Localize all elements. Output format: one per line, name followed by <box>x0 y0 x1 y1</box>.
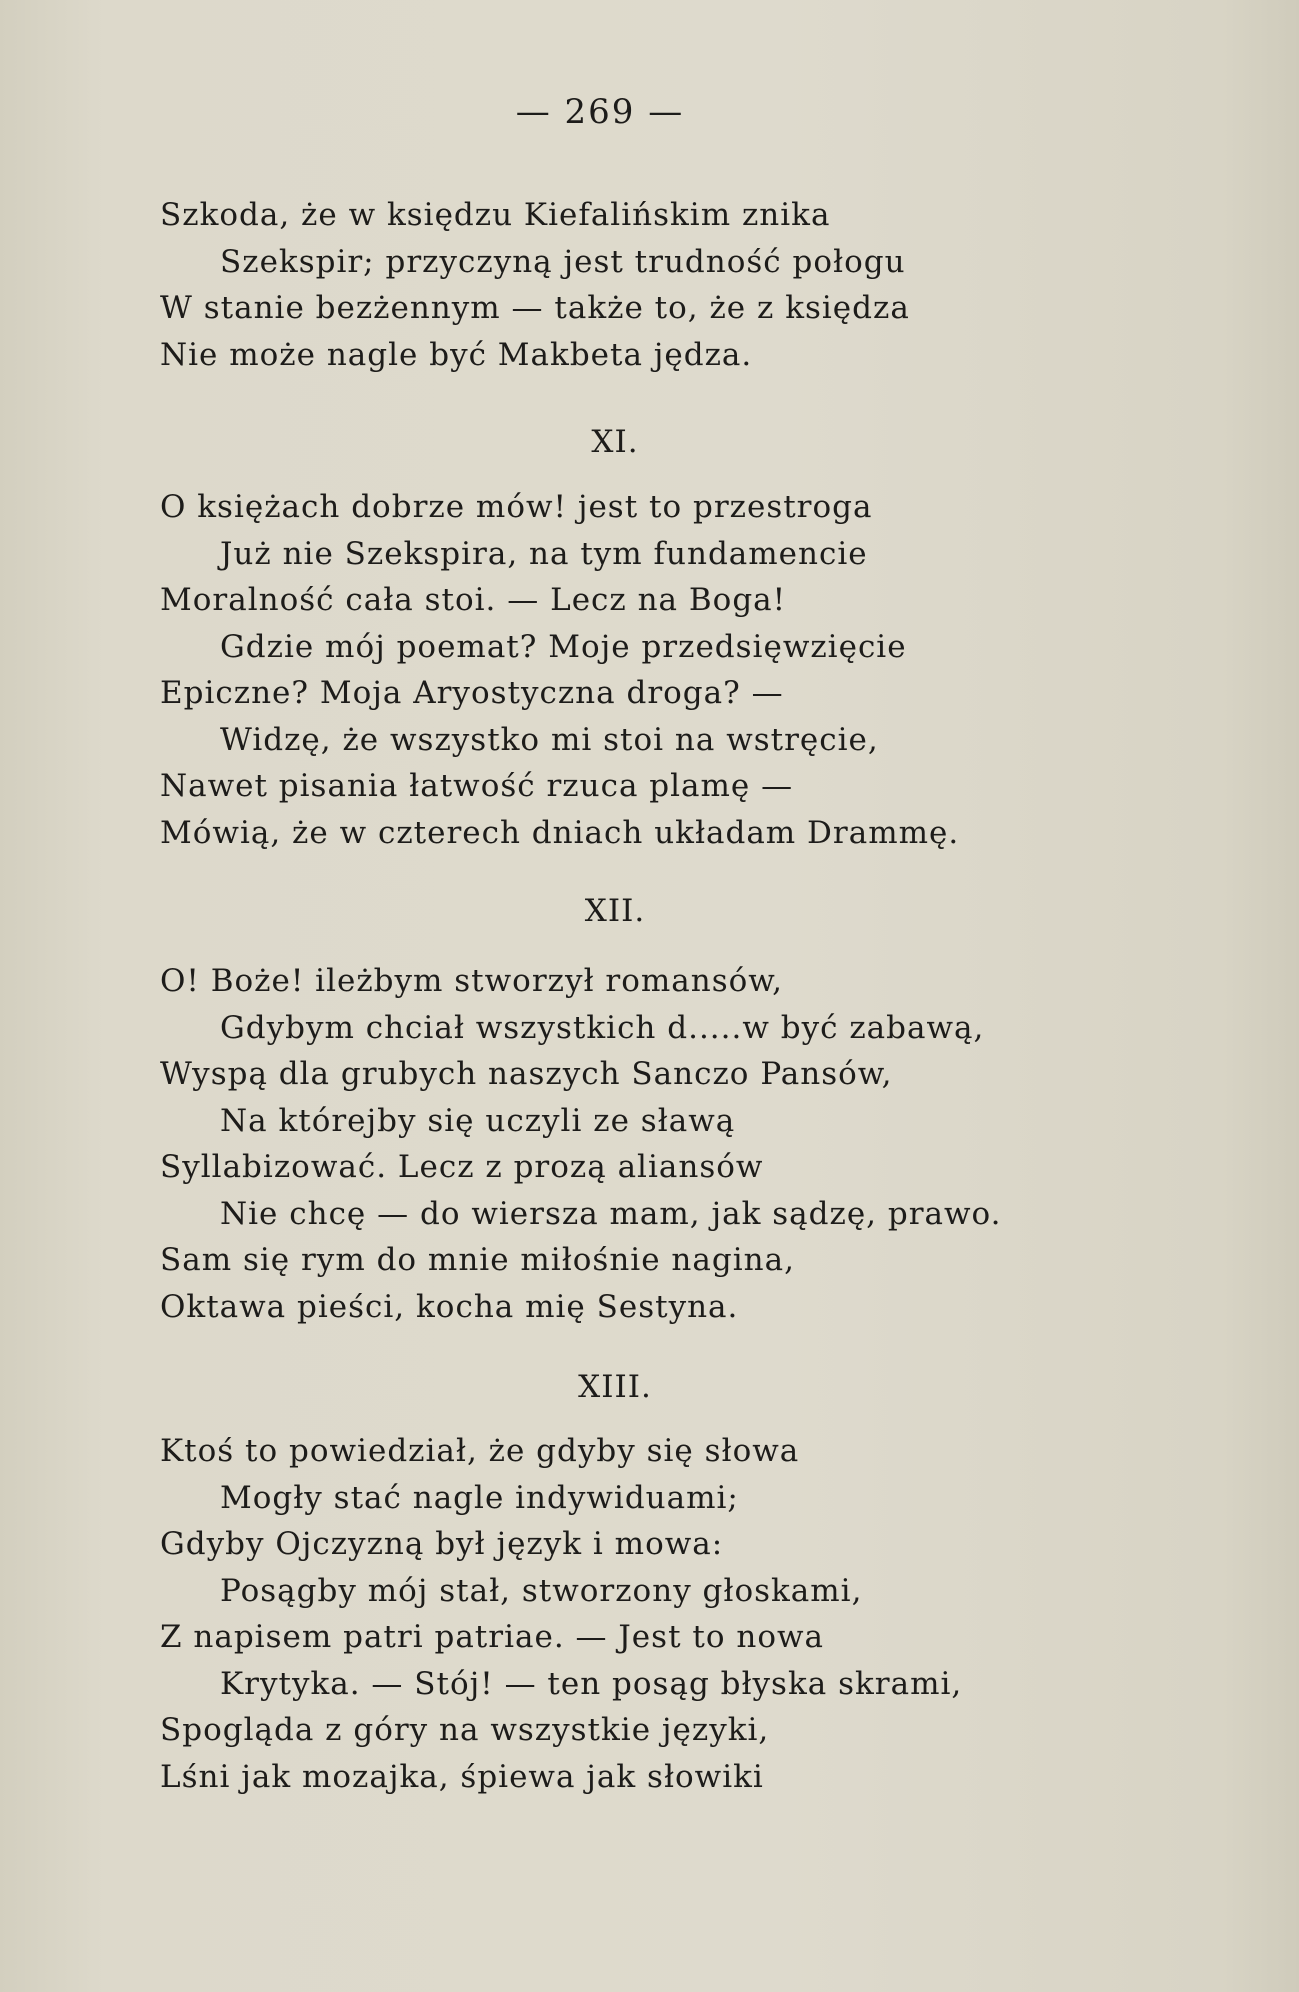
verse-line: Wyspą dla grubych naszych Sanczo Pansów, <box>160 1056 893 1092</box>
page-number: — 269 — <box>515 92 685 132</box>
verse-line: Gdyby Ojczyzną był język i mowa: <box>160 1526 724 1562</box>
verse-line: Gdzie mój poemat? Moje przedsięwzięcie <box>220 628 907 665</box>
verse-line: Moralność cała stoi. — Lecz na Boga! <box>160 582 787 618</box>
verse-line: Szkoda, że w księdzu Kiefalińskim znika <box>160 197 831 233</box>
verse-line: Krytyka. — Stój! — ten posąg błyska skrami, <box>220 1665 963 1702</box>
verse-line: O księżach dobrze mów! jest to przestroga <box>160 489 873 525</box>
verse-line: Na którejby się uczyli ze sławą <box>220 1102 736 1139</box>
verse-line: W stanie bezżennym — także to, że z księdza <box>160 290 910 326</box>
verse-line: Nie może nagle być Makbeta jędza. <box>160 336 753 373</box>
verse-line: Mówią, że w czterech dniach układam Drammę. <box>160 814 960 851</box>
verse-line: Widzę, że wszystko mi stoi na wstręcie, <box>220 721 879 758</box>
verse-line: Gdybym chciał wszystkich d.....w być zabawą, <box>220 1009 985 1046</box>
verse-line: Sam się rym do mnie miłośnie nagina, <box>160 1242 795 1278</box>
stanza-heading-xiii: XIII. <box>578 1369 652 1405</box>
verse-line: Syllabizować. Lecz z prozą aliansów <box>160 1149 764 1185</box>
stanza-xii <box>160 958 1100 1330</box>
stanza-heading-xii: XII. <box>584 893 646 929</box>
verse-line: Mogły stać nagle indywiduami; <box>220 1479 739 1516</box>
verse-line: Nie chcę — do wiersza mam, jak sądzę, prawo. <box>220 1195 1002 1232</box>
verse-line: O! Boże! ileżbym stworzył romansów, <box>160 963 784 999</box>
stanza-heading-xi: XI. <box>591 424 639 460</box>
stanza-xi <box>160 484 1100 856</box>
verse-line: Lśni jak mozajka, śpiewa jak słowiki <box>160 1758 764 1795</box>
verse-line: Oktawa pieści, kocha mię Sestyna. <box>160 1288 739 1325</box>
stanza-x-continuation <box>160 192 1100 378</box>
verse-line: Szekspir; przyczyną jest trudność połogu <box>220 243 906 280</box>
stanza-xiii <box>160 1428 1100 1800</box>
verse-line: Nawet pisania łatwość rzuca plamę — <box>160 768 794 804</box>
verse-line: Ktoś to powiedział, że gdyby się słowa <box>160 1433 800 1469</box>
verse-line: Posągby mój stał, stworzony głoskami, <box>220 1572 863 1609</box>
verse-line: Już nie Szekspira, na tym fundamencie <box>220 535 868 572</box>
verse-line: Z napisem patri patriae. — Jest to nowa <box>160 1619 824 1655</box>
verse-line: Spogląda z góry na wszystkie języki, <box>160 1712 770 1748</box>
verse-line: Epiczne? Moja Aryostyczna droga? — <box>160 675 784 711</box>
